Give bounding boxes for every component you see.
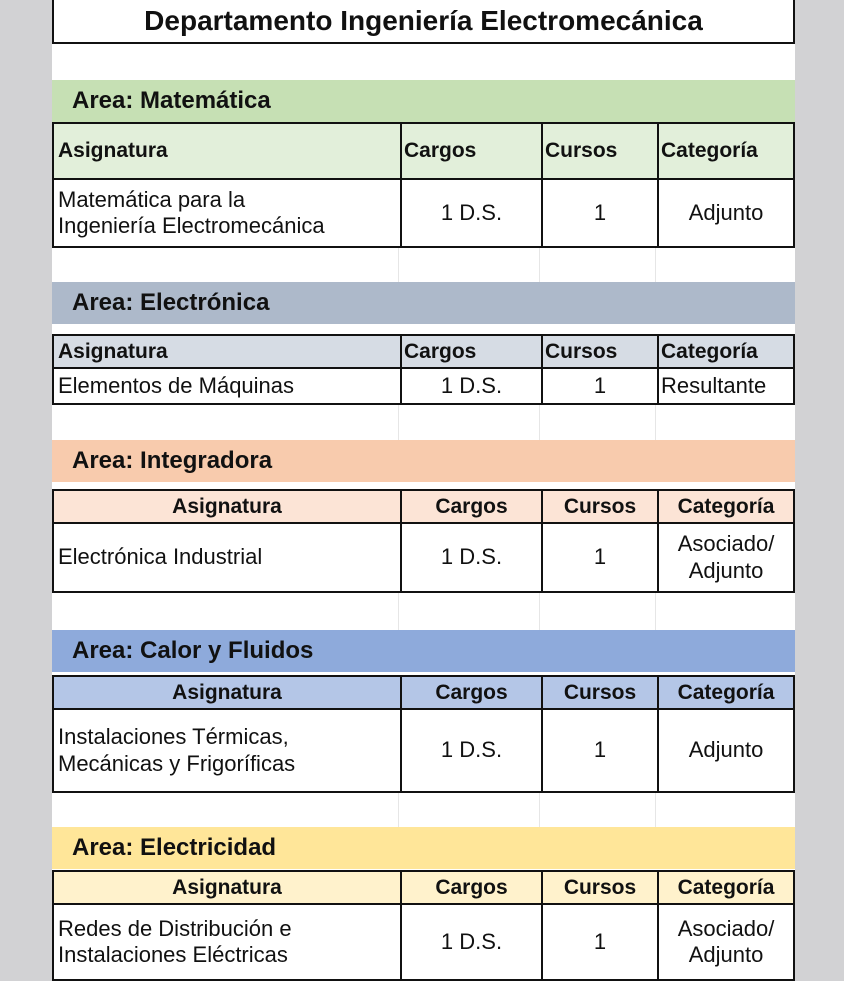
area-header-integradora: Area: Integradora: [52, 440, 795, 482]
table-row: [52, 905, 795, 981]
courses-cell: 1: [541, 524, 657, 591]
header-categoria: Categoría: [657, 872, 793, 903]
category-cell: Resultante: [657, 369, 793, 403]
courses-cell: 1: [541, 180, 657, 246]
table-header-row: [52, 870, 795, 905]
table-row: [52, 369, 795, 405]
positions-cell: 1 D.S.: [400, 710, 541, 791]
table-row: [52, 180, 795, 248]
header-cursos: Cursos: [541, 677, 657, 708]
courses-cell: 1: [541, 905, 657, 979]
header-cursos: Cursos: [541, 872, 657, 903]
header-cursos: Cursos: [541, 336, 657, 367]
category-cell: Asociado/ Adjunto: [657, 905, 793, 979]
courses-cell: 1: [541, 710, 657, 791]
right-margin: [795, 0, 844, 981]
subject-cell: Elementos de Máquinas: [58, 372, 295, 398]
spreadsheet-sheet: [52, 0, 795, 981]
header-cargos: Cargos: [400, 124, 541, 178]
courses-cell: 1: [541, 369, 657, 403]
spacer-row: [52, 248, 795, 282]
subject-cell: Matemática para la Ingeniería Electromecánica: [58, 186, 325, 238]
area-header-electronica: Area: Electrónica: [52, 282, 795, 324]
spacer-row: [52, 793, 795, 827]
table-header-row: [52, 334, 795, 369]
subject-cell: Electrónica Industrial: [58, 544, 263, 570]
spacer-row: [52, 593, 795, 630]
category-cell: Adjunto: [657, 710, 793, 791]
header-asignatura: Asignatura: [172, 875, 282, 899]
positions-cell: 1 D.S.: [400, 905, 541, 979]
subject-cell: Redes de Distribución e Instalaciones Eléctricas: [58, 915, 292, 967]
header-cargos: Cargos: [400, 336, 541, 367]
header-categoria: Categoría: [657, 124, 793, 178]
header-cargos: Cargos: [400, 677, 541, 708]
header-cursos: Cursos: [541, 124, 657, 178]
table-row: [52, 710, 795, 793]
header-asignatura: Asignatura: [172, 494, 282, 518]
header-cargos: Cargos: [400, 491, 541, 522]
category-cell: Asociado/ Adjunto: [657, 524, 793, 591]
category-cell: Adjunto: [657, 180, 793, 246]
header-categoria: Categoría: [657, 491, 793, 522]
header-asignatura: Asignatura: [58, 139, 168, 163]
header-asignatura: Asignatura: [58, 339, 168, 363]
area-header-electricidad: Area: Electricidad: [52, 827, 795, 869]
table-header-row: [52, 675, 795, 710]
table-header-row: [52, 489, 795, 524]
subject-cell: Instalaciones Térmicas, Mecánicas y Frigoríficas: [58, 724, 296, 776]
table-header-row: [52, 122, 795, 180]
header-cursos: Cursos: [541, 491, 657, 522]
positions-cell: 1 D.S.: [400, 369, 541, 403]
page-title: Departamento Ingeniería Electromecánica: [52, 0, 795, 44]
positions-cell: 1 D.S.: [400, 180, 541, 246]
header-cargos: Cargos: [400, 872, 541, 903]
spacer-row: [52, 405, 795, 440]
table-row: [52, 524, 795, 593]
positions-cell: 1 D.S.: [400, 524, 541, 591]
header-categoria: Categoría: [657, 336, 793, 367]
area-header-calor-fluidos: Area: Calor y Fluidos: [52, 630, 795, 672]
area-header-matematica: Area: Matemática: [52, 80, 795, 122]
header-asignatura: Asignatura: [172, 680, 282, 704]
header-categoria: Categoría: [657, 677, 793, 708]
